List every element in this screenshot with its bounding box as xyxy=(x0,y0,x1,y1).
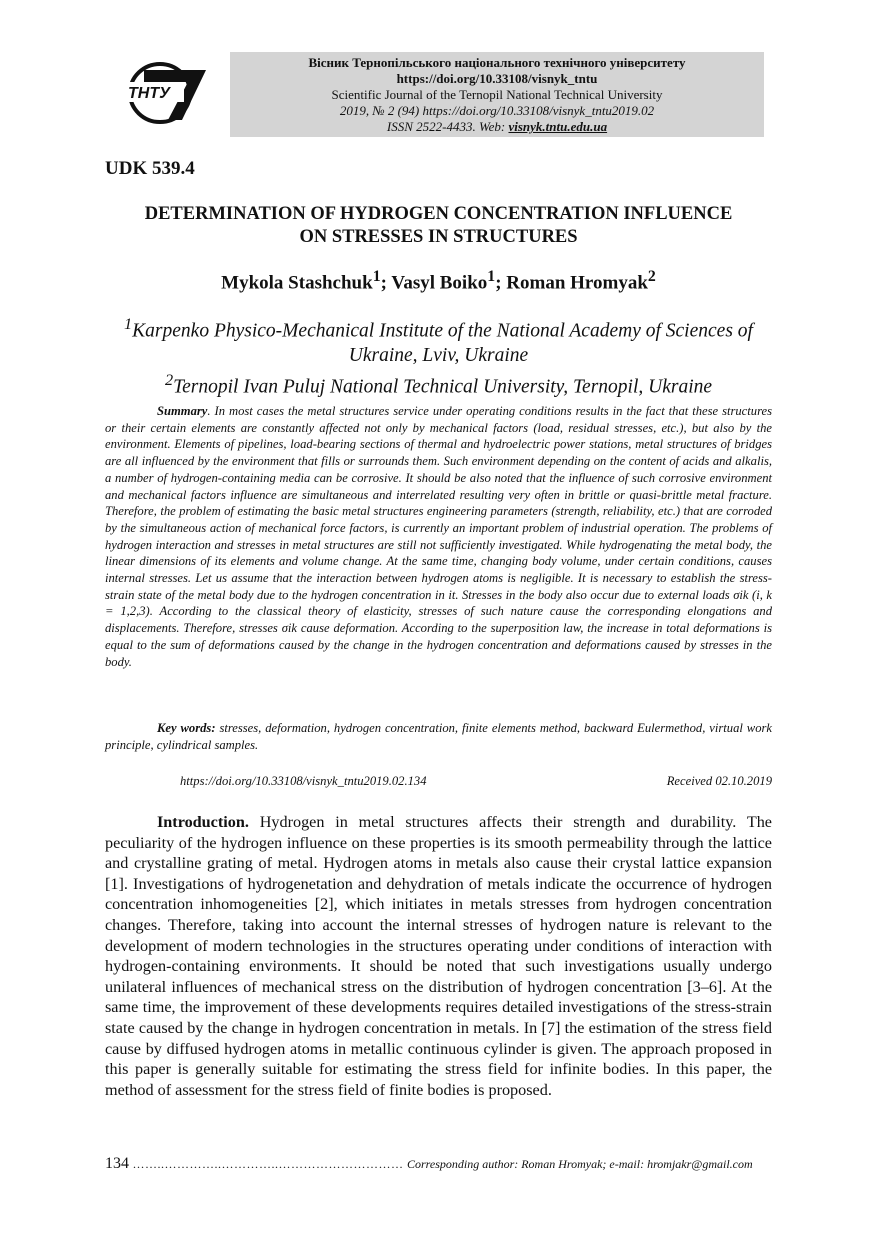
author-1: Mykola Stashchuk xyxy=(221,272,373,294)
journal-web-link[interactable]: visnyk.tntu.edu.ua xyxy=(508,119,608,134)
logo-text: ТНТУ xyxy=(128,85,170,102)
journal-title-en: Scientific Journal of the Ternopil National Technical University xyxy=(331,87,663,102)
page-number: 134 xyxy=(105,1155,129,1172)
journal-doi[interactable]: https://doi.org/10.33108/visnyk_tntu xyxy=(396,71,598,86)
affiliation-2-sup: 2 xyxy=(164,370,174,389)
author-2: ; Vasyl Boiko xyxy=(380,272,488,294)
author-3-sup: 2 xyxy=(647,268,656,285)
introduction-label: Introduction. xyxy=(157,813,249,831)
summary-paragraph xyxy=(105,403,772,670)
summary-formula-1: σik (i, k = 1,2,3) xyxy=(105,587,772,619)
udk-code: UDK 539.4 xyxy=(105,158,195,179)
summary-label: Summary xyxy=(157,404,208,418)
paper-title xyxy=(105,203,772,249)
summary-text-3: cause deformation. According to the superposition law, the increase in total deformations is equal to the sum of deformations caused by the change in the hydrogen concentration and deformations caused by stresses in the body. xyxy=(105,621,772,669)
summary-formula-2: σik xyxy=(281,621,298,636)
corresponding-author: Corresponding author: Roman Hromyak; e-mail: hromjakr@gmail.com xyxy=(407,1157,753,1171)
keywords-paragraph xyxy=(105,720,772,753)
affiliation-2-text: Ternopil Ivan Puluj National Technical University, Ternopil, Ukraine xyxy=(173,376,713,397)
author-3: ; Roman Hromyak xyxy=(495,272,648,294)
affiliation-1 xyxy=(105,312,772,368)
journal-header xyxy=(230,52,764,137)
summary-text-2: . According to the classical theory of elasticity, stresses of such nature cause the corresponding elongations and displacements. Therefore, stresses xyxy=(105,604,772,636)
authors xyxy=(105,268,772,294)
journal-title-ua: Вісник Тернопільського національного технічного університету xyxy=(308,55,686,70)
page-footer xyxy=(105,1155,772,1173)
title-line-2: ON STRESSES IN STRUCTURES xyxy=(299,227,578,247)
author-1-sup: 1 xyxy=(372,268,381,285)
footer-dots: ……..…………..…………..………………………… xyxy=(129,1157,407,1171)
issn-text: ISSN 2522-4433. Web: xyxy=(386,119,509,134)
author-2-sup: 1 xyxy=(487,268,496,285)
received-date: Received 02.10.2019 xyxy=(666,774,772,788)
introduction-paragraph xyxy=(105,812,772,1100)
title-line-1: DETERMINATION OF HYDROGEN CONCENTRATION INFLUENCE xyxy=(144,204,733,224)
tntu-logo xyxy=(122,60,208,126)
article-doi[interactable]: https://doi.org/10.33108/visnyk_tntu2019.02.134 xyxy=(180,774,427,788)
introduction-text: Hydrogen in metal structures affects their strength and durability. The peculiarity of the hydrogen influence on these properties is its smooth permeability through the lattice and crystalline grating of metal. Hydrogen atoms in metals also cause their crystal lattice expansion [1]. Investigations of hydrogenetation and dehydration of metals indicate the occurrence of hydrogen concentration inhomogeneities [2], which initiates in metals stresses from hydrogen concentration changes. Therefore, taking into account the internal stresses of hydrogen nature is relevant to the development of modern technologies in the structures operating under conditions of interaction with hydrogen-containing environments. It should be noted that such investigations usually undergo unilateral influences of mechanical stress on the distribution of hydrogen concentration [3–6]. At the same time, the improvement of these developments requires detailed investigations of the stress-strain state caused by the change in hydrogen concentration in metals. In [7] the estimation of the stress field cause by diffused hydrogen atoms in metallic continuous cylinder is given. The approach proposed in this paper is generally suitable for estimating the stress field for infinite bodies. In this paper, the method of assessment for the stress field of finite bodies is proposed. xyxy=(105,813,772,1099)
doi-line xyxy=(180,774,772,789)
affiliation-1-text: Karpenko Physico-Mechanical Institute of the National Academy of Sciences of Ukraine, Lviv, Ukraine xyxy=(132,320,753,366)
summary-text-1: . In most cases the metal structures service under operating conditions results in the fact that these structures or their certain elements are constantly affected not only by mechanical factors (load, residual stresses, etc.), but also by the environment. Elements of pipelines, load-bearing sections of thermal and hydroelectric power stations, metal structures of bridges are all influenced by the environment that fills or surrounds them. Such environment depending on the content of acids and alkalis, a number of hydrogen-containing media can be corrosive. It should be also noted that the influence of such corrosive environment and mechanical factors influence are simultaneous and interrelated resulting very often in brittle or quasi-brittle metal fracture. Therefore, the problem of estimating the basic metal structures engineering parameters (strength, reliability, etc.) that are corroded by the simultaneous action of mechanical force factors, is currently an important problem of industrial operation. The problems of hydrogen interaction and stresses in metal structures are still not sufficiently investigated. While hydrogenating the metal body, the linear dimensions of its elements and volume change. At the same time, changing body volume, under certain conditions, causes internal stresses. Let us assume that the interaction between hydrogen atoms is negligible. It is necessary to establish the stress-strain state of the metal body due to the hydrogen concentration in it. Stresses in the body also occur due to external loads xyxy=(105,404,772,602)
affiliation-2 xyxy=(105,368,772,400)
affiliations xyxy=(105,312,772,399)
keywords-label: Key words: xyxy=(157,721,216,735)
affiliation-1-sup: 1 xyxy=(124,315,133,333)
journal-issue: 2019, № 2 (94) https://doi.org/10.33108/visnyk_tntu2019.02 xyxy=(339,103,655,118)
journal-issn xyxy=(230,119,764,135)
keywords-text: stresses, deformation, hydrogen concentration, finite elements method, backward Eulermethod, virtual work principle, cylindrical samples. xyxy=(105,721,772,752)
